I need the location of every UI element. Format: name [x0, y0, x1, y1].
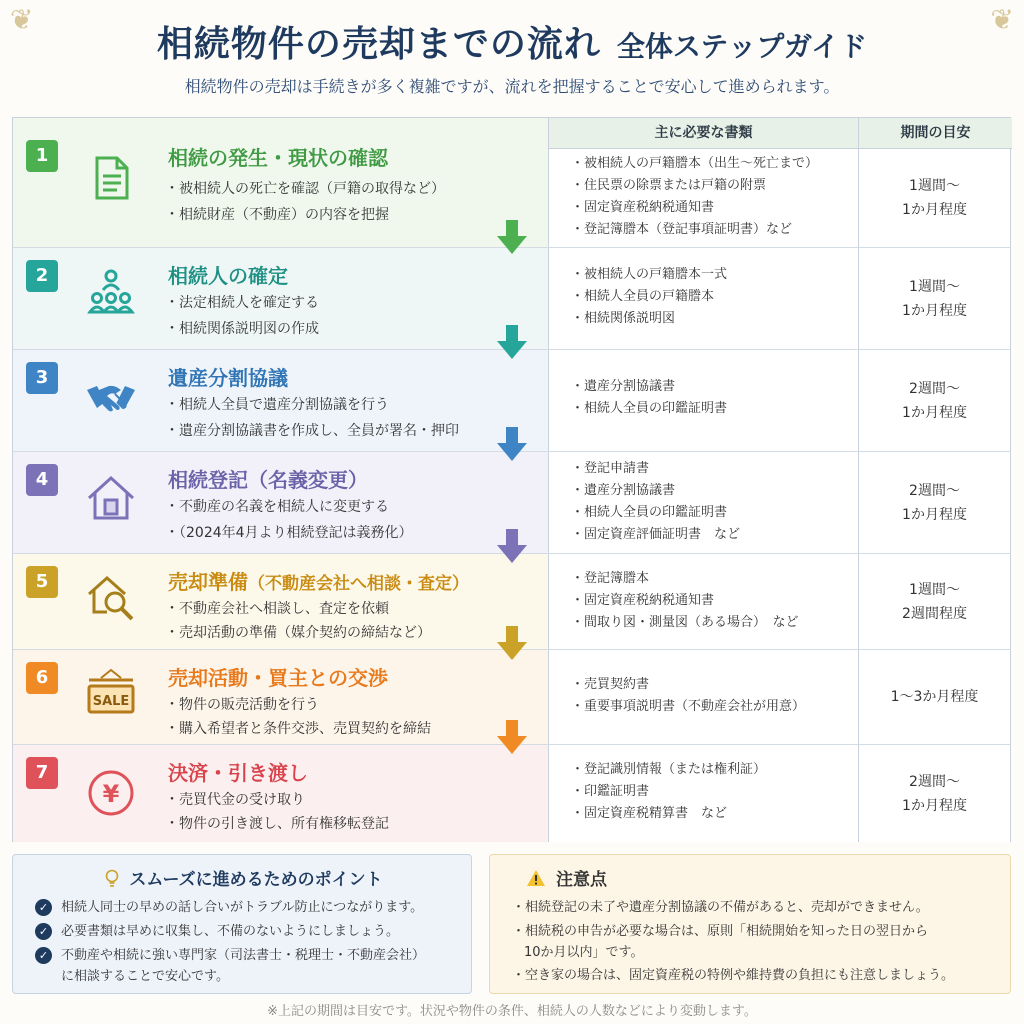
- step-title-text: 相続人の確定: [168, 264, 288, 288]
- doc-item: ・固定資産評価証明書 など: [571, 527, 741, 542]
- page-header: [0, 0, 1024, 112]
- period-line: 1か月程度: [902, 404, 967, 421]
- svg-text:SALE: SALE: [92, 694, 130, 709]
- doc-item: ・相続人全員の印鑑証明書: [571, 401, 728, 416]
- tips-title: [13, 865, 473, 890]
- step-1-docs: [548, 149, 858, 247]
- step-title-text: 決済・引き渡し: [168, 761, 308, 785]
- caution-item: ・相続登記の未了や遺産分割協議の不備があると、売却ができません。: [512, 900, 929, 915]
- step-number: 5: [26, 566, 58, 598]
- period-line: 2週間程度: [902, 605, 967, 622]
- step-title: [168, 757, 308, 786]
- step-bullet: ・売却活動の準備（媒介契約の締結など）: [165, 625, 431, 641]
- page-title: [0, 16, 1024, 67]
- tip-item: [35, 897, 423, 918]
- down-arrow-icon: [497, 529, 527, 563]
- step-4-docs: [548, 452, 858, 553]
- step-bullet: ・（2024年4月より相続登記は義務化）: [165, 525, 413, 541]
- doc-item: ・固定資産税納税通知書: [571, 200, 715, 215]
- step-bullet: ・物件の引き渡し、所有権移転登記: [165, 816, 389, 832]
- step-title: [168, 362, 288, 391]
- doc-item: ・登記識別情報（または権利証）: [571, 762, 767, 777]
- handshake-icon: [85, 372, 137, 424]
- people-icon: [85, 266, 137, 318]
- step-2-docs: [548, 248, 858, 349]
- doc-item: ・重要事項説明書（不動産会社が用意）: [571, 699, 806, 714]
- down-arrow-icon: [497, 325, 527, 359]
- period-line: 1か月程度: [902, 302, 967, 319]
- period-line: 2週間〜: [909, 380, 960, 397]
- step-title: [168, 464, 368, 493]
- step-4-period: [858, 452, 1010, 553]
- doc-item: ・被相続人の戸籍謄本（出生〜死亡まで）: [571, 156, 819, 171]
- tip-item-continued: に相談することで安心です。: [61, 969, 229, 984]
- tip-text: 不動産や相続に強い専門家（司法書士・税理士・不動産会社）: [61, 948, 426, 963]
- tips-box: [12, 854, 472, 994]
- step-7-period: [858, 745, 1010, 842]
- tips-title-text: スムーズに進めるためのポイント: [129, 870, 383, 890]
- step-bullet: ・物件の販売活動を行う: [165, 697, 319, 713]
- step-title-text: 相続登記: [168, 468, 248, 492]
- step-3-period: [858, 350, 1010, 451]
- house-icon: [85, 472, 137, 524]
- corner-ornament-right: ❦: [990, 3, 1014, 36]
- step-number: 2: [26, 260, 58, 292]
- header-docs: 主に必要な書類: [548, 118, 858, 149]
- lightbulb-icon: [103, 868, 121, 888]
- period-line: 2週間〜: [909, 773, 960, 790]
- steps-table: [12, 117, 1011, 842]
- step-bullet: ・購入希望者と条件交渉、売買契約を締結: [165, 721, 431, 737]
- step-bullet: ・相続財産（不動産）の内容を把握: [165, 207, 389, 223]
- document-icon: [85, 152, 137, 204]
- step-2-main: [13, 248, 548, 349]
- doc-item: ・遺産分割協議書: [571, 379, 676, 394]
- down-arrow-icon: [497, 220, 527, 254]
- check-icon: ✓: [35, 923, 52, 940]
- period-line: 2週間〜: [909, 482, 960, 499]
- step-title-text: 売却準備: [168, 570, 248, 594]
- step-title-text: 遺産分割協議: [168, 366, 288, 390]
- doc-item: ・印鑑証明書: [571, 784, 650, 799]
- doc-item: ・相続人全員の印鑑証明書: [571, 505, 728, 520]
- step-number: 3: [26, 362, 58, 394]
- step-7-main: [13, 745, 548, 842]
- period-line: 1〜3か月程度: [890, 689, 979, 705]
- doc-item: ・被相続人の戸籍謄本一式: [571, 267, 728, 282]
- yen-icon: [85, 767, 137, 819]
- doc-item: ・間取り図・測量図（ある場合） など: [571, 615, 799, 630]
- check-icon: ✓: [35, 899, 52, 916]
- step-title: [168, 260, 288, 289]
- doc-item: ・遺産分割協議書: [571, 483, 676, 498]
- tip-text: 必要書類は早めに収集し、不備のないようにしましょう。: [61, 924, 400, 939]
- doc-item: ・相続関係説明図: [571, 311, 676, 326]
- step-7-docs: [548, 745, 858, 842]
- down-arrow-icon: [497, 427, 527, 461]
- doc-item: ・登記簿謄本: [571, 571, 650, 586]
- caution-box: [489, 854, 1011, 994]
- caution-item-continued: 10か月以内」です。: [524, 945, 644, 960]
- step-bullet: ・相続人全員で遺産分割協議を行う: [165, 397, 389, 413]
- step-number: 6: [26, 662, 58, 694]
- step-3-main: [13, 350, 548, 451]
- doc-item: ・固定資産税精算書 など: [571, 806, 728, 821]
- step-1-main: [13, 118, 548, 247]
- period-line: 1か月程度: [902, 202, 967, 218]
- step-bullet: ・遺産分割協議書を作成し、全員が署名・押印: [165, 423, 459, 439]
- step-1-period: [858, 149, 1010, 247]
- doc-item: ・固定資産税納税通知書: [571, 593, 715, 608]
- period-line: 1週間〜: [909, 178, 960, 194]
- period-line: 1か月程度: [902, 506, 967, 523]
- header-period: 期間の目安: [858, 118, 1012, 149]
- step-title-text: 売却活動・買主との交渉: [168, 666, 388, 690]
- step-bullet: ・不動産の名義を相続人に変更する: [165, 499, 389, 515]
- step-number: 4: [26, 464, 58, 496]
- step-number: 7: [26, 757, 58, 789]
- house-search-icon: [85, 572, 137, 624]
- tip-text: 相続人同士の早めの話し合いがトラブル防止につながります。: [61, 900, 424, 915]
- step-title-note: （名義変更）: [248, 468, 368, 492]
- step-title: [168, 662, 388, 691]
- step-bullet: ・売買代金の受け取り: [165, 792, 305, 808]
- step-bullet: ・法定相続人を確定する: [165, 295, 319, 311]
- step-2-period: [858, 248, 1010, 349]
- doc-item: ・登記申請書: [571, 461, 650, 476]
- step-3-docs: [548, 350, 858, 451]
- step-6-period: [858, 650, 1010, 744]
- period-line: 1週間〜: [909, 278, 960, 295]
- corner-ornament-left: ❦: [10, 3, 34, 36]
- step-title-note: （不動産会社へ相談・査定）: [248, 574, 469, 594]
- title-main: 相続物件の売却までの流れ: [156, 23, 601, 65]
- tip-item: [35, 945, 425, 966]
- caution-title: [526, 865, 607, 890]
- step-5-main: [13, 554, 548, 649]
- step-5-period: [858, 554, 1010, 649]
- check-icon: ✓: [35, 947, 52, 964]
- caution-item: ・空き家の場合は、固定資産税の特例や維持費の負担にも注意しましょう。: [512, 968, 955, 983]
- step-6-docs: [548, 650, 858, 744]
- down-arrow-icon: [497, 720, 527, 754]
- step-title: [168, 142, 388, 171]
- caution-item: ・相続税の申告が必要な場合は、原則「相続開始を知った日の翌日から: [512, 924, 929, 939]
- step-number: 1: [26, 140, 58, 172]
- step-5-docs: [548, 554, 858, 649]
- period-line: 1か月程度: [902, 797, 967, 814]
- sale-sign-icon: [85, 668, 137, 720]
- doc-item: ・住民票の除票または戸籍の附票: [571, 178, 767, 193]
- tip-item: [35, 921, 399, 942]
- step-bullet: ・相続関係説明図の作成: [165, 321, 319, 337]
- step-4-main: [13, 452, 548, 553]
- doc-item: ・相続人全員の戸籍謄本: [571, 289, 715, 304]
- step-row-7: [13, 745, 1010, 842]
- step-bullet: ・被相続人の死亡を確認（戸籍の取得など）: [165, 181, 445, 197]
- title-sub: 全体ステップガイド: [616, 30, 868, 63]
- warning-icon: [526, 869, 546, 887]
- svg-text:¥: ¥: [102, 780, 120, 808]
- doc-item: ・売買契約書: [571, 677, 650, 692]
- step-bullet: ・不動産会社へ相談し、査定を依頼: [165, 601, 389, 617]
- step-title-text: 相続の発生・現状の確認: [168, 146, 388, 170]
- footer-note: ※上記の期間は目安です。状況や物件の条件、相続人の人数などにより変動します。: [267, 1004, 757, 1019]
- step-title: [168, 566, 469, 595]
- down-arrow-icon: [497, 626, 527, 660]
- period-line: 1週間〜: [909, 581, 960, 598]
- doc-item: ・登記簿謄本（登記事項証明書）など: [571, 222, 793, 237]
- page-subtitle: 相続物件の売却は手続きが多く複雑ですが、流れを把握することで安心して進められます。: [184, 77, 840, 96]
- caution-title-text: 注意点: [556, 870, 607, 890]
- step-6-main: [13, 650, 548, 744]
